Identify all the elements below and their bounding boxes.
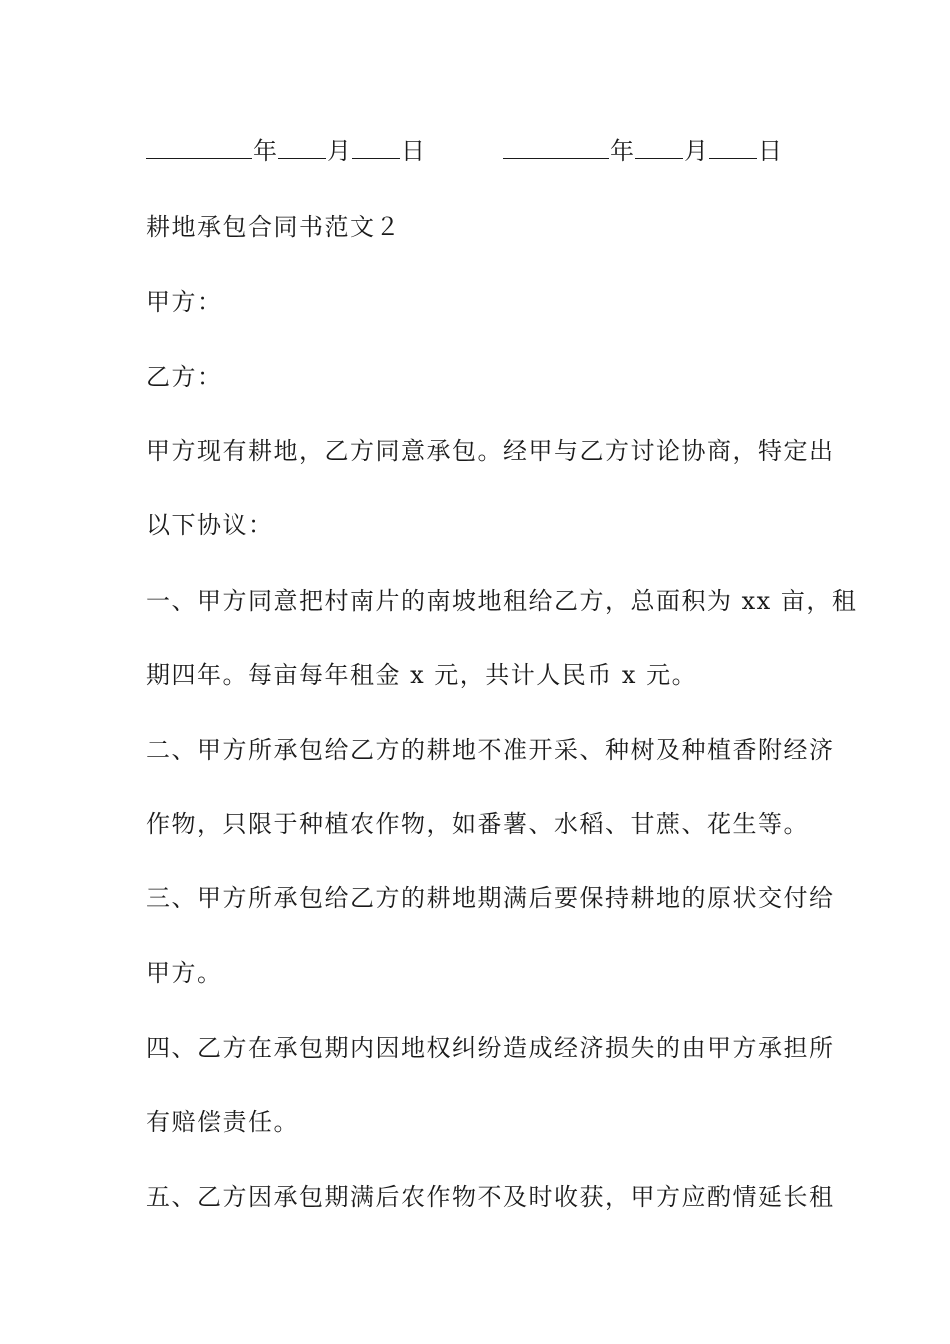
signature-date-left — [146, 136, 426, 166]
month-label: 月 — [684, 137, 708, 165]
paragraph-line: 四、乙方在承包期内因地权纠纷造成经济损失的由甲方承担所 — [146, 1034, 835, 1062]
paragraph-line: 甲方。 — [146, 959, 223, 987]
paragraph-line: 有赔偿责任。 — [146, 1108, 299, 1136]
paragraph-line: 期四年。每亩每年租金 x 元，共计人民币 x 元。 — [146, 661, 698, 689]
month-label: 月 — [327, 137, 351, 165]
year-blank — [146, 138, 252, 159]
paragraph-line: 以下协议： — [146, 511, 274, 539]
day-blank — [352, 138, 400, 159]
month-blank — [635, 138, 683, 159]
day-blank — [709, 138, 757, 159]
party-a-label: 甲方： — [146, 288, 223, 316]
paragraph-line: 甲方现有耕地，乙方同意承包。经甲与乙方讨论协商，特定出 — [146, 437, 835, 465]
paragraph-line: 五、乙方因承包期满后农作物不及时收获，甲方应酌情延长租 — [146, 1183, 835, 1211]
year-blank — [503, 138, 609, 159]
paragraph-line: 二、甲方所承包给乙方的耕地不准开采、种树及种植香附经济 — [146, 736, 835, 764]
day-label: 日 — [401, 137, 425, 165]
paragraph-line: 三、甲方所承包给乙方的耕地期满后要保持耕地的原状交付给 — [146, 884, 835, 912]
signature-date-right — [503, 136, 783, 166]
document-title: 耕地承包合同书范文２ — [146, 213, 401, 241]
year-label: 年 — [610, 137, 634, 165]
party-b-label: 乙方： — [146, 363, 223, 391]
paragraph-line: 作物，只限于种植农作物，如番薯、水稻、甘蔗、花生等。 — [146, 810, 809, 838]
day-label: 日 — [758, 137, 782, 165]
year-label: 年 — [253, 137, 277, 165]
month-blank — [278, 138, 326, 159]
paragraph-line: 一、甲方同意把村南片的南坡地租给乙方，总面积为 xx 亩，租 — [146, 587, 858, 615]
